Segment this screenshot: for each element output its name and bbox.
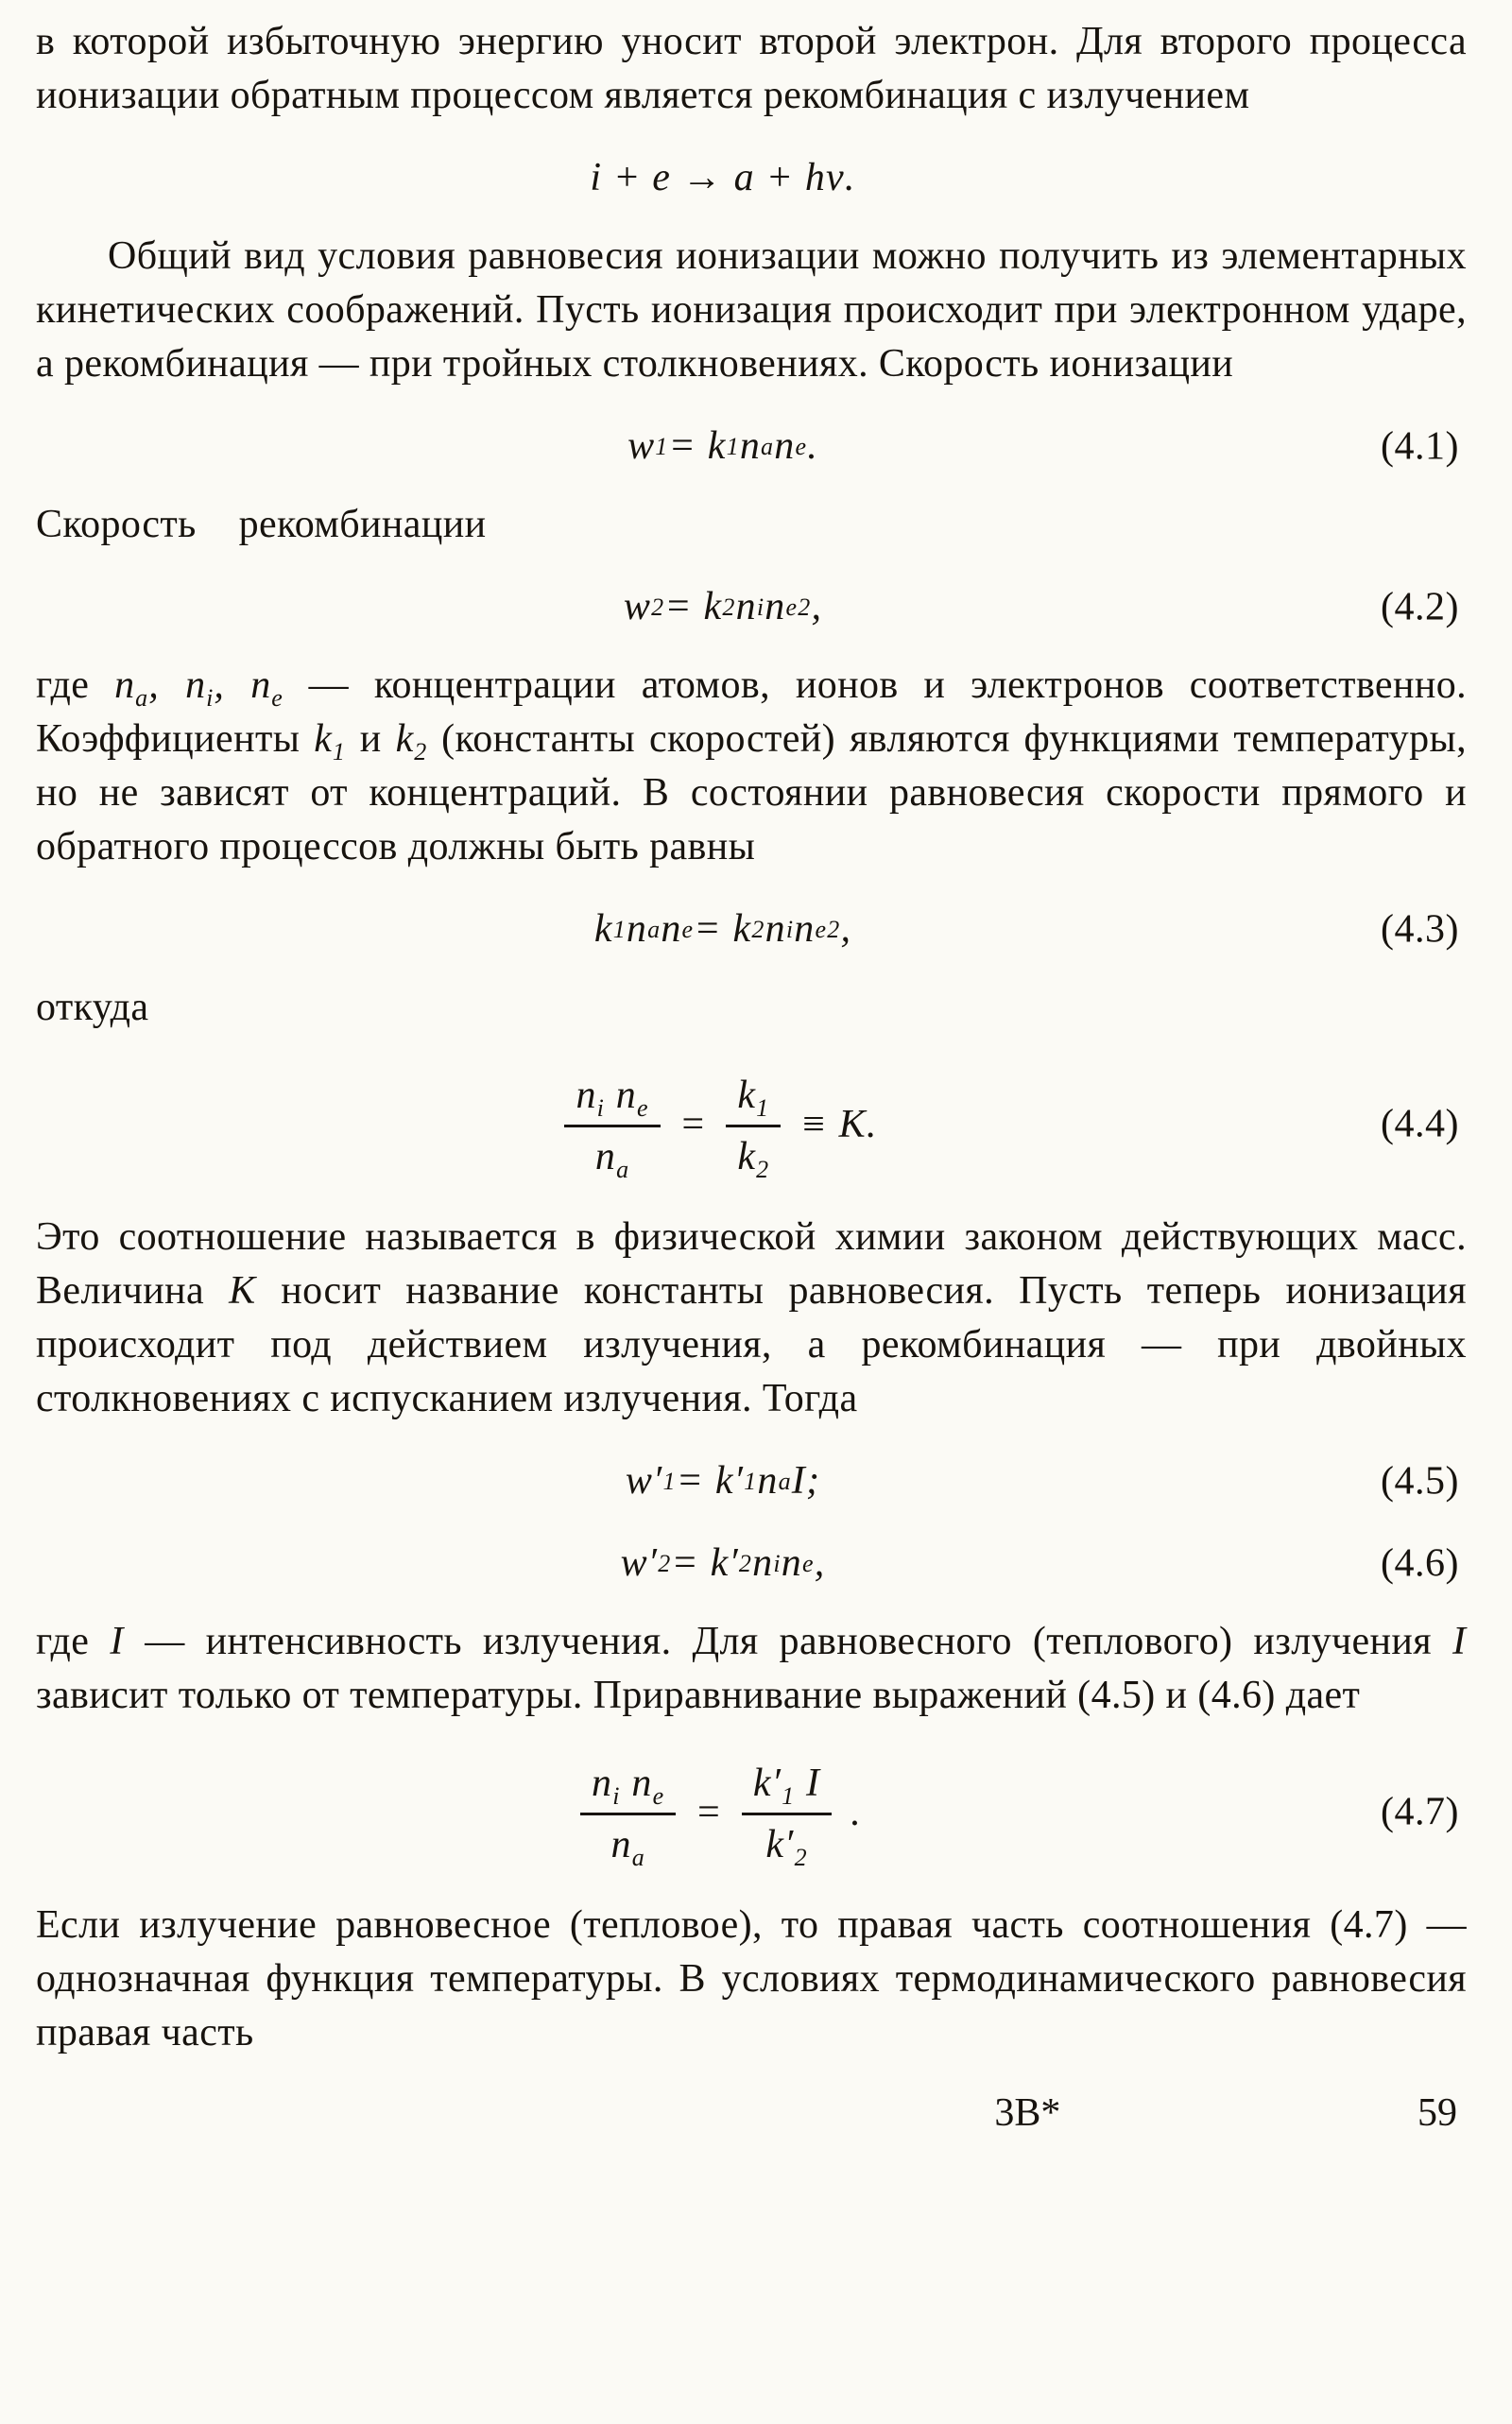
signature-mark: 3В* [994,2091,1061,2135]
text-run: зависит только от температуры. Приравнивание выражений (4.5) и (4.6) дает [36,1674,1361,1717]
equation-4-2 [36,580,1459,634]
text-run: Это соотношение называется в физической химии законом действующих масс. Величина [36,1215,1467,1313]
line-recombination-rate: Скорость рекомбинации [36,503,487,546]
inline-math: $k_2$ [395,717,428,766]
equals-sign: = [695,1791,723,1834]
equation-number: (4.2) [1381,585,1459,628]
paragraph-mass-action-law [36,1211,1467,1426]
fraction-numerator: $n_i$ $n_e$ [580,1758,676,1815]
equation-4-1 [36,420,1459,473]
formula-body: w 1 = k 1 n a n e . [627,424,818,468]
fraction-denominator: $k'_2$ [765,1823,808,1872]
equation-number: (4.6) [1381,1541,1459,1585]
equation-number: (4.5) [1381,1459,1459,1503]
formula-body: w′ 1 = k′ 1 n a I; [625,1459,821,1503]
fraction [726,1070,781,1184]
text-run: (константы скоростей) являются функциями температуры, но не зависят от концентраций. В состоянии равновесия скорости прямого и обратного процессов должны быть равны [36,717,1468,868]
paragraph-radiation-intensity [36,1615,1467,1723]
paragraph-equilibrium-condition: Общий вид условия равновесия ионизации можно получить из элементарных кинетических соображений. Пусть ионизация происходит при электронном ударе, а рекомбинация — при тройных столкновениях. Скорость ионизации [36,234,1467,386]
formula-body: k 1 n a n e = k 2 n i n e 2 , [593,907,852,951]
equation-4-7 [36,1757,1459,1872]
inline-math: $k_1$ [314,717,346,766]
fraction [742,1758,832,1872]
text-run: — интенсивность излучения. Для равновесного (теплового) излучения [124,1620,1452,1663]
fraction-denominator: $k_2$ [737,1135,770,1184]
paragraph-intro: в которой избыточную энергию уносит второй электрон. Для второго процесса ионизации обратным процессом является рекомбинация с излучением [36,20,1467,117]
formula-photo-recombination [36,151,1410,205]
fraction-numerator: $k_1$ [726,1070,781,1127]
line-hence: откуда [36,986,149,1029]
inline-math: I [110,1620,125,1663]
equation-number: (4.1) [1381,424,1459,468]
identity-constant: ≡ K. [799,1103,878,1146]
equals-sign: = [679,1103,708,1146]
inline-math: I [1452,1620,1467,1663]
text-run: где [36,663,115,707]
fraction-denominator: $n_a$ [610,1823,645,1872]
text-run: носит название константы равновесия. Пусть теперь ионизация происходит под действием излучения, а рекомбинация — при двойных столкновениях с испусканием излучения. Тогда [36,1269,1467,1420]
formula-body [557,1070,888,1184]
formula-body: w 2 = k 2 n i n e 2 , [623,585,823,628]
period: . [850,1791,862,1834]
text-run: — концентрации атомов, ионов и электронов соответственно. Коэффициенты [36,663,1468,761]
fraction [580,1758,676,1872]
text-run: где [36,1620,111,1663]
inline-math: K [229,1269,257,1313]
fraction-numerator: $n_i$ $n_e$ [564,1070,660,1127]
equation-4-3 [36,903,1459,956]
formula-body [573,1758,873,1872]
equation-number: (4.7) [1381,1790,1459,1834]
equation-4-6 [36,1537,1459,1590]
page-footer [36,2087,1467,2140]
formula-body: w′ 2 = k′ 2 n i n e , [620,1541,826,1585]
equation-4-5 [36,1454,1459,1508]
inline-math: $n_a$, $n_i$, $n_e$ [114,663,284,713]
paragraph-concentrations [36,659,1467,874]
page-number: 59 [1418,2091,1457,2135]
paragraph-thermal-radiation: Если излучение равновесное (тепловое), то правая часть соотношения (4.7) — однозначная функция температуры. В условиях термодинамического равновесия правая часть [36,1903,1467,2054]
fraction-denominator: $n_a$ [594,1135,630,1184]
fraction-numerator: $k'_1$ I [742,1758,832,1815]
equation-number: (4.4) [1381,1102,1459,1146]
equation-4-4 [36,1069,1459,1184]
equation-number: (4.3) [1381,907,1459,951]
text-run: и [345,717,396,761]
fraction [564,1070,660,1184]
formula-body: i + e → a + hν. [590,156,856,199]
